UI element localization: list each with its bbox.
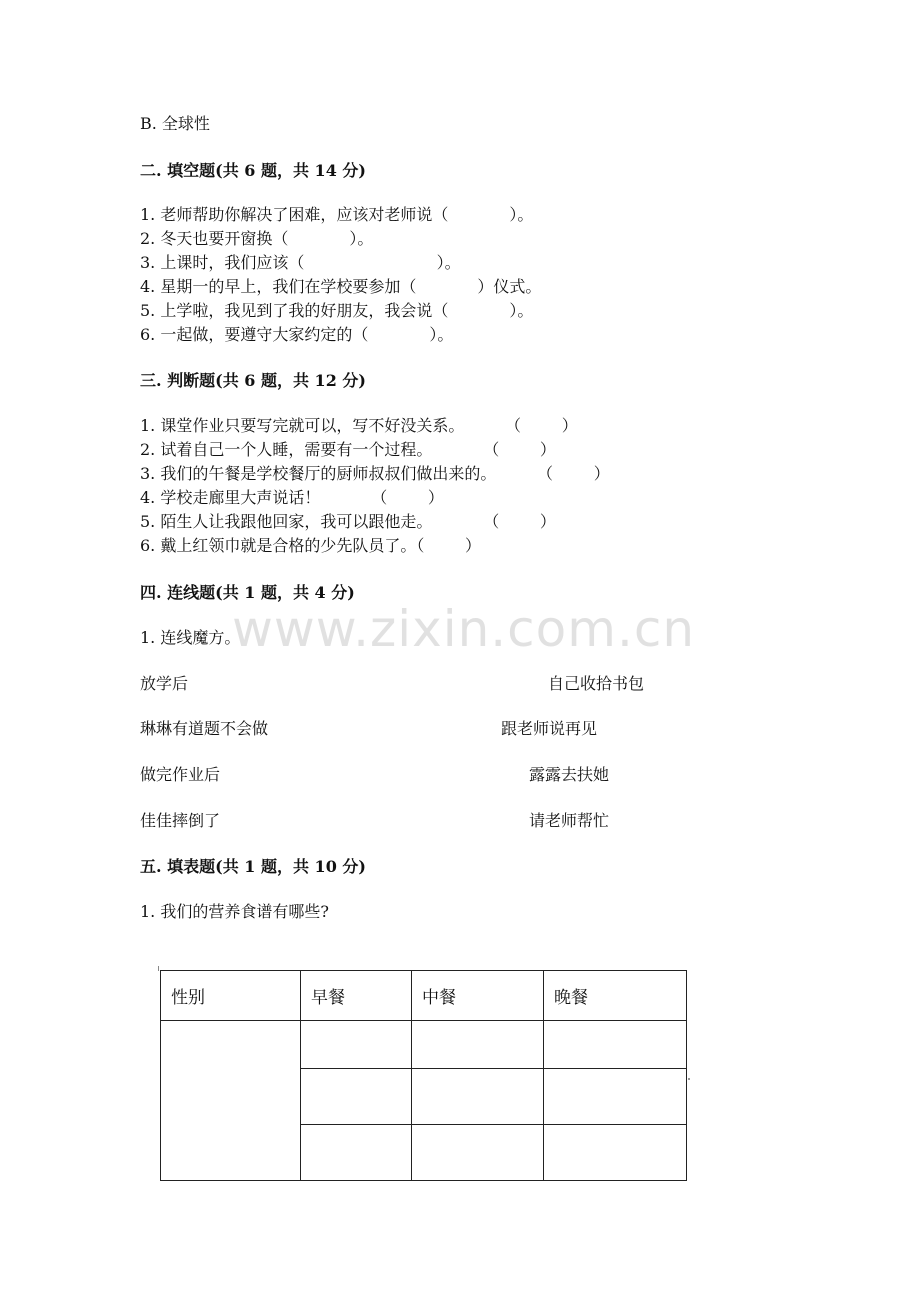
lunch-cell[interactable] [412,1069,544,1125]
nutrition-menu-table [160,970,687,1181]
header-breakfast: 早餐 [301,971,412,1021]
match-left-4: 佳佳摔倒了 [140,811,221,830]
match-left-2: 琳琳有道题不会做 [140,719,269,738]
dinner-cell[interactable] [544,1069,687,1125]
match-left-3: 做完作业后 [140,765,221,784]
header-gender: 性别 [161,971,301,1021]
table-row [161,1021,687,1069]
fill-blank-item-2: 2. 冬天也要开窗换（ ）。 [140,229,374,248]
gender-cell[interactable] [161,1021,301,1181]
judge-item-4: 4. 学校走廊里大声说话！ （ ） [140,488,444,507]
lunch-cell[interactable] [412,1125,544,1181]
breakfast-cell[interactable] [301,1021,412,1069]
dinner-cell[interactable] [544,1021,687,1069]
judge-item-6: 6. 戴上红领巾就是合格的少先队员了。（ ） [140,536,482,555]
table-header-row [161,971,687,1021]
judge-item-5: 5. 陌生人让我跟他回家，我可以跟他走。 （ ） [140,512,556,531]
table-corner-mark [158,966,159,971]
stray-dot [688,1078,690,1080]
fill-blank-item-3: 3. 上课时，我们应该（ ）。 [140,253,461,272]
fill-blank-item-4: 4. 星期一的早上，我们在学校要参加（ ）仪式。 [140,277,542,296]
match-right-2: 跟老师说再见 [501,719,598,738]
fill-blank-item-1: 1. 老师帮助你解决了困难，应该对老师说（ ）。 [140,205,534,224]
judge-item-3: 3. 我们的午餐是学校餐厅的厨师叔叔们做出来的。 （ ） [140,464,610,483]
breakfast-cell[interactable] [301,1125,412,1181]
match-right-1: 自己收拾书包 [548,674,645,693]
fill-blank-item-6: 6. 一起做，要遵守大家约定的（ ）。 [140,325,454,344]
breakfast-cell[interactable] [301,1069,412,1125]
watermark: www.zixin.com.cn [232,600,696,658]
match-right-3: 露露去扶她 [529,765,610,784]
header-dinner: 晚餐 [544,971,687,1021]
table-question: 1. 我们的营养食谱有哪些? [140,902,329,921]
fill-blank-item-5: 5. 上学啦，我见到了我的好朋友，我会说（ ）。 [140,301,534,320]
match-question: 1. 连线魔方。 [140,628,241,647]
judge-item-1: 1. 课堂作业只要写完就可以，写不好没关系。 （ ） [140,416,578,435]
section-4-heading: 四. 连线题(共 1 题，共 4 分) [140,583,355,602]
section-2-heading: 二. 填空题(共 6 题，共 14 分) [140,161,366,180]
match-left-1: 放学后 [140,674,189,693]
section-5-heading: 五. 填表题(共 1 题，共 10 分) [140,857,366,876]
previous-option-b: B. 全球性 [140,114,210,133]
match-right-4: 请老师帮忙 [529,811,610,830]
lunch-cell[interactable] [412,1021,544,1069]
header-lunch: 中餐 [412,971,544,1021]
dinner-cell[interactable] [544,1125,687,1181]
section-3-heading: 三. 判断题(共 6 题，共 12 分) [140,371,366,390]
judge-item-2: 2. 试着自己一个人睡，需要有一个过程。 （ ） [140,440,556,459]
